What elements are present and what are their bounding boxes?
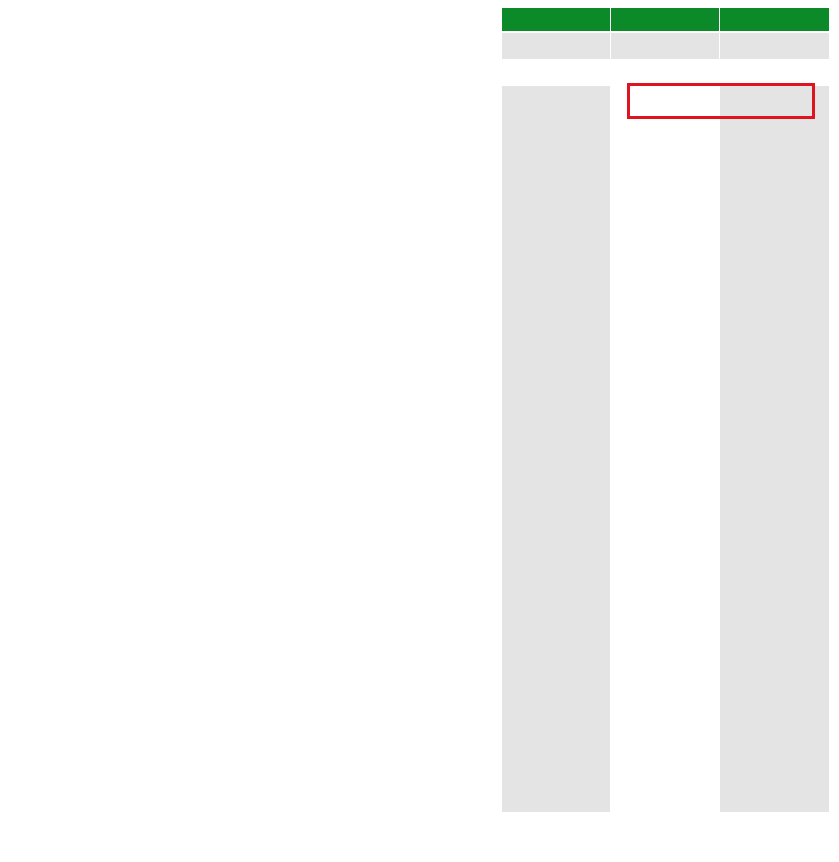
product-code-mw40 <box>611 33 719 59</box>
column-background-mw40 <box>611 86 719 812</box>
highlight-box <box>627 83 815 119</box>
column-background-mw80 <box>720 86 829 812</box>
product-code-label <box>300 33 490 59</box>
model-header-mw80 <box>720 8 829 31</box>
product-code-mw80 <box>720 33 829 59</box>
column-background-mwk40 <box>502 86 610 812</box>
model-header-mwk40 <box>502 8 610 31</box>
product-code-mwk40 <box>502 33 610 59</box>
model-header-mw40 <box>611 8 719 31</box>
